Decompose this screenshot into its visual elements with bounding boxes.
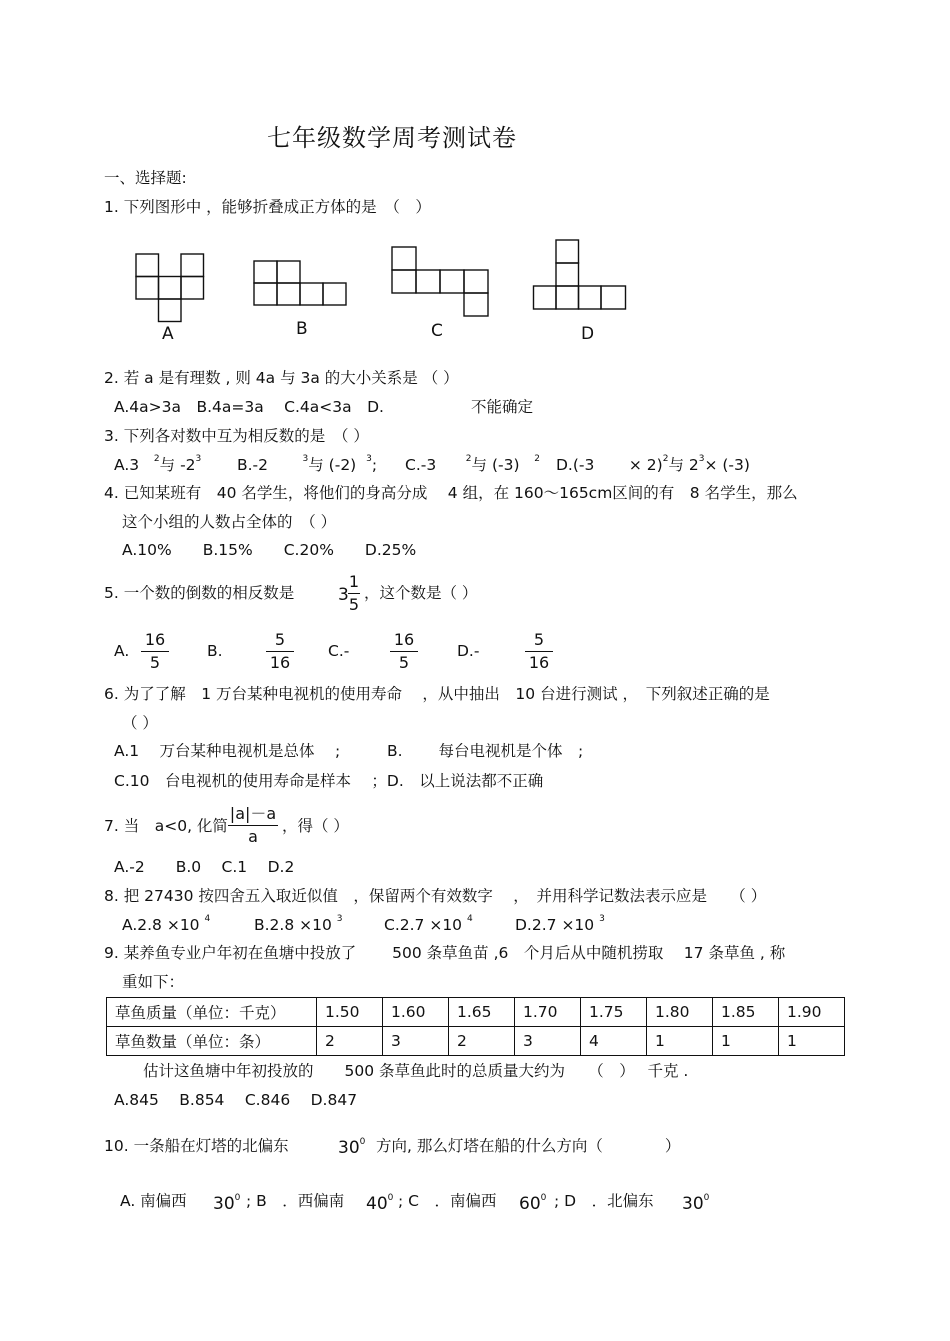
question-5-option-a: A. <box>114 642 130 660</box>
net-label-b: B <box>296 319 308 339</box>
question-10-option-b: ; B ．西偏南 <box>246 1192 345 1210</box>
question-10-option-a-value: $30^0$ <box>213 1193 241 1214</box>
question-9-after: 估计这鱼塘中年初投放的 500 条草鱼此时的总质量大约为 （ ） 千克 . <box>143 1062 689 1080</box>
table-cell: 4 <box>581 1027 647 1056</box>
question-10-degree: $30^0$ <box>338 1137 366 1158</box>
question-8-stem: 8. 把 27430 按四舍五入取近似值 ，保留两个有效数字 ， 并用科学记数法表示应是 （ ） <box>104 887 767 905</box>
table-cell: 1.70 <box>515 998 581 1027</box>
question-3-option-a: A.3 $^2$与 $-2^3$ <box>114 454 202 474</box>
question-4-line-2: 这个小组的人数占全体的 （ ） <box>122 513 337 531</box>
table-cell: 3 <box>383 1027 449 1056</box>
table-cell: 1.90 <box>779 998 845 1027</box>
table-cell: 1.60 <box>383 998 449 1027</box>
question-10-option-d: ; D ．北偏东 <box>554 1192 654 1210</box>
question-4-options: A.10% B.15% C.20% D.25% <box>122 541 417 559</box>
table-cell: 1.65 <box>449 998 515 1027</box>
question-5-fraction: 1 5 <box>348 572 360 614</box>
question-7-stem: 7. 当 a<0, 化简 <box>104 817 228 835</box>
question-9-options: A.845 B.854 C.846 D.847 <box>114 1091 358 1109</box>
question-7-options: A.-2 B.0 C.1 D.2 <box>114 858 295 876</box>
table-cell: 3 <box>515 1027 581 1056</box>
question-5-stem: 5. 一个数的倒数的相反数是 <box>104 584 295 602</box>
question-7-tail: ，得（ ） <box>282 817 349 835</box>
table-cell: 1.85 <box>713 998 779 1027</box>
question-8-option-b: B.2.8 ×10 $^3$ <box>254 914 343 934</box>
question-6-line-1: 6. 为了了解 1 万台某种电视机的使用寿命 ，从中抽出 10 台进行测试 ， 下列叙述正确的是 <box>104 685 770 703</box>
question-5-option-b: B. <box>207 642 223 660</box>
question-5-option-d: D.- <box>457 642 480 660</box>
question-3-option-b: B.-2 $^3$与 (-2) $^3$; <box>237 454 378 474</box>
question-6-option-a: A.1 万台某种电视机是总体 ; <box>114 742 341 760</box>
table-cell: 1 <box>647 1027 713 1056</box>
question-10-tail: 方向, 那么灯塔在船的什么方向（ ） <box>376 1137 681 1155</box>
net-c <box>392 247 488 316</box>
net-label-d: D <box>581 324 595 344</box>
net-d <box>534 240 626 309</box>
question-8-option-c: C.2.7 ×10 $^4$ <box>384 914 473 934</box>
net-b <box>254 261 346 305</box>
table-cell: 1 <box>779 1027 845 1056</box>
table-cell: 1.75 <box>581 998 647 1027</box>
question-2-stem: 2. 若 a 是有理数 , 则 4a 与 3a 的大小关系是 （ ） <box>104 369 459 387</box>
question-5-option-d-fraction: 5 16 <box>525 632 553 671</box>
question-10-option-b-value: $40^0$ <box>366 1193 394 1214</box>
question-5-option-c-fraction: 16 5 <box>390 632 418 671</box>
question-2-options: A.4a>3a B.4a=3a C.4a<3a D. <box>114 398 384 416</box>
question-1-stem: 1. 下列图形中 ，能够折叠成正方体的是 （ ） <box>104 198 431 216</box>
question-6-line-2: （ ） <box>122 714 158 732</box>
table-cell: 1.80 <box>647 998 713 1027</box>
table-cell: 草鱼质量（单位：千克） <box>107 998 317 1027</box>
table-cell: 2 <box>317 1027 383 1056</box>
question-3-option-d: D.(-3 × 2)$^2$与 $2^3\times (-3)$ <box>556 454 750 474</box>
question-9-line-1: 9. 某养鱼专业户年初在鱼塘中投放了 500 条草鱼苗 ,6 个月后从中随机捞取 17 条草鱼 , 称 <box>104 944 786 962</box>
question-3-stem: 3. 下列各对数中互为相反数的是 （ ） <box>104 427 369 445</box>
table-row <box>107 998 845 1027</box>
question-10-option-c-value: $60^0$ <box>519 1193 547 1214</box>
question-6-option-c-d: C.10 台电视机的使用寿命是样本 ；D. 以上说法都不正确 <box>114 772 544 790</box>
table-cell: 2 <box>449 1027 515 1056</box>
question-8-option-a: A.2.8 ×10 $^4$ <box>122 914 211 934</box>
question-8-option-d: D.2.7 ×10 $^3$ <box>515 914 605 934</box>
question-5-option-c: C.- <box>328 642 350 660</box>
question-9-line-2: 重如下： <box>122 973 185 991</box>
question-10-option-d-value: $30^0$ <box>682 1193 710 1214</box>
cube-net-figures <box>0 230 950 350</box>
question-5-option-b-fraction: 5 16 <box>266 632 294 671</box>
fish-weight-table <box>106 997 845 1056</box>
question-6-option-b: B. 每台电视机是个体 ; <box>387 742 584 760</box>
question-4-line-1: 4. 已知某班有 40 名学生，将他们的身高分成 4 组，在 160～165cm区间的有 8 名学生，那么 <box>104 484 798 502</box>
net-a <box>136 254 204 322</box>
table-cell: 1 <box>713 1027 779 1056</box>
question-2-option-d: 不能确定 <box>471 398 534 416</box>
net-label-a: A <box>162 324 174 344</box>
question-10-stem: 10. 一条船在灯塔的北偏东 <box>104 1137 289 1155</box>
question-5-whole: 3 <box>338 585 349 605</box>
table-cell: 1.50 <box>317 998 383 1027</box>
net-label-c: C <box>431 321 443 341</box>
section-heading: 一、选择题: <box>104 169 187 187</box>
question-3-option-c: C.-3 $^2$与 (-3) $^2$ <box>405 454 541 474</box>
question-5-tail: ，这个数是（ ） <box>364 584 478 602</box>
page-title: 七年级数学周考测试卷 <box>267 124 517 152</box>
question-10-option-c: ; C ．南偏西 <box>398 1192 497 1210</box>
question-10-option-a: A. 南偏西 <box>120 1192 187 1210</box>
question-5-option-a-fraction: 16 5 <box>141 632 169 671</box>
table-cell: 草鱼数量（单位：条） <box>107 1027 317 1056</box>
question-7-fraction: |a|－a a <box>229 804 277 846</box>
table-row <box>107 1027 845 1056</box>
